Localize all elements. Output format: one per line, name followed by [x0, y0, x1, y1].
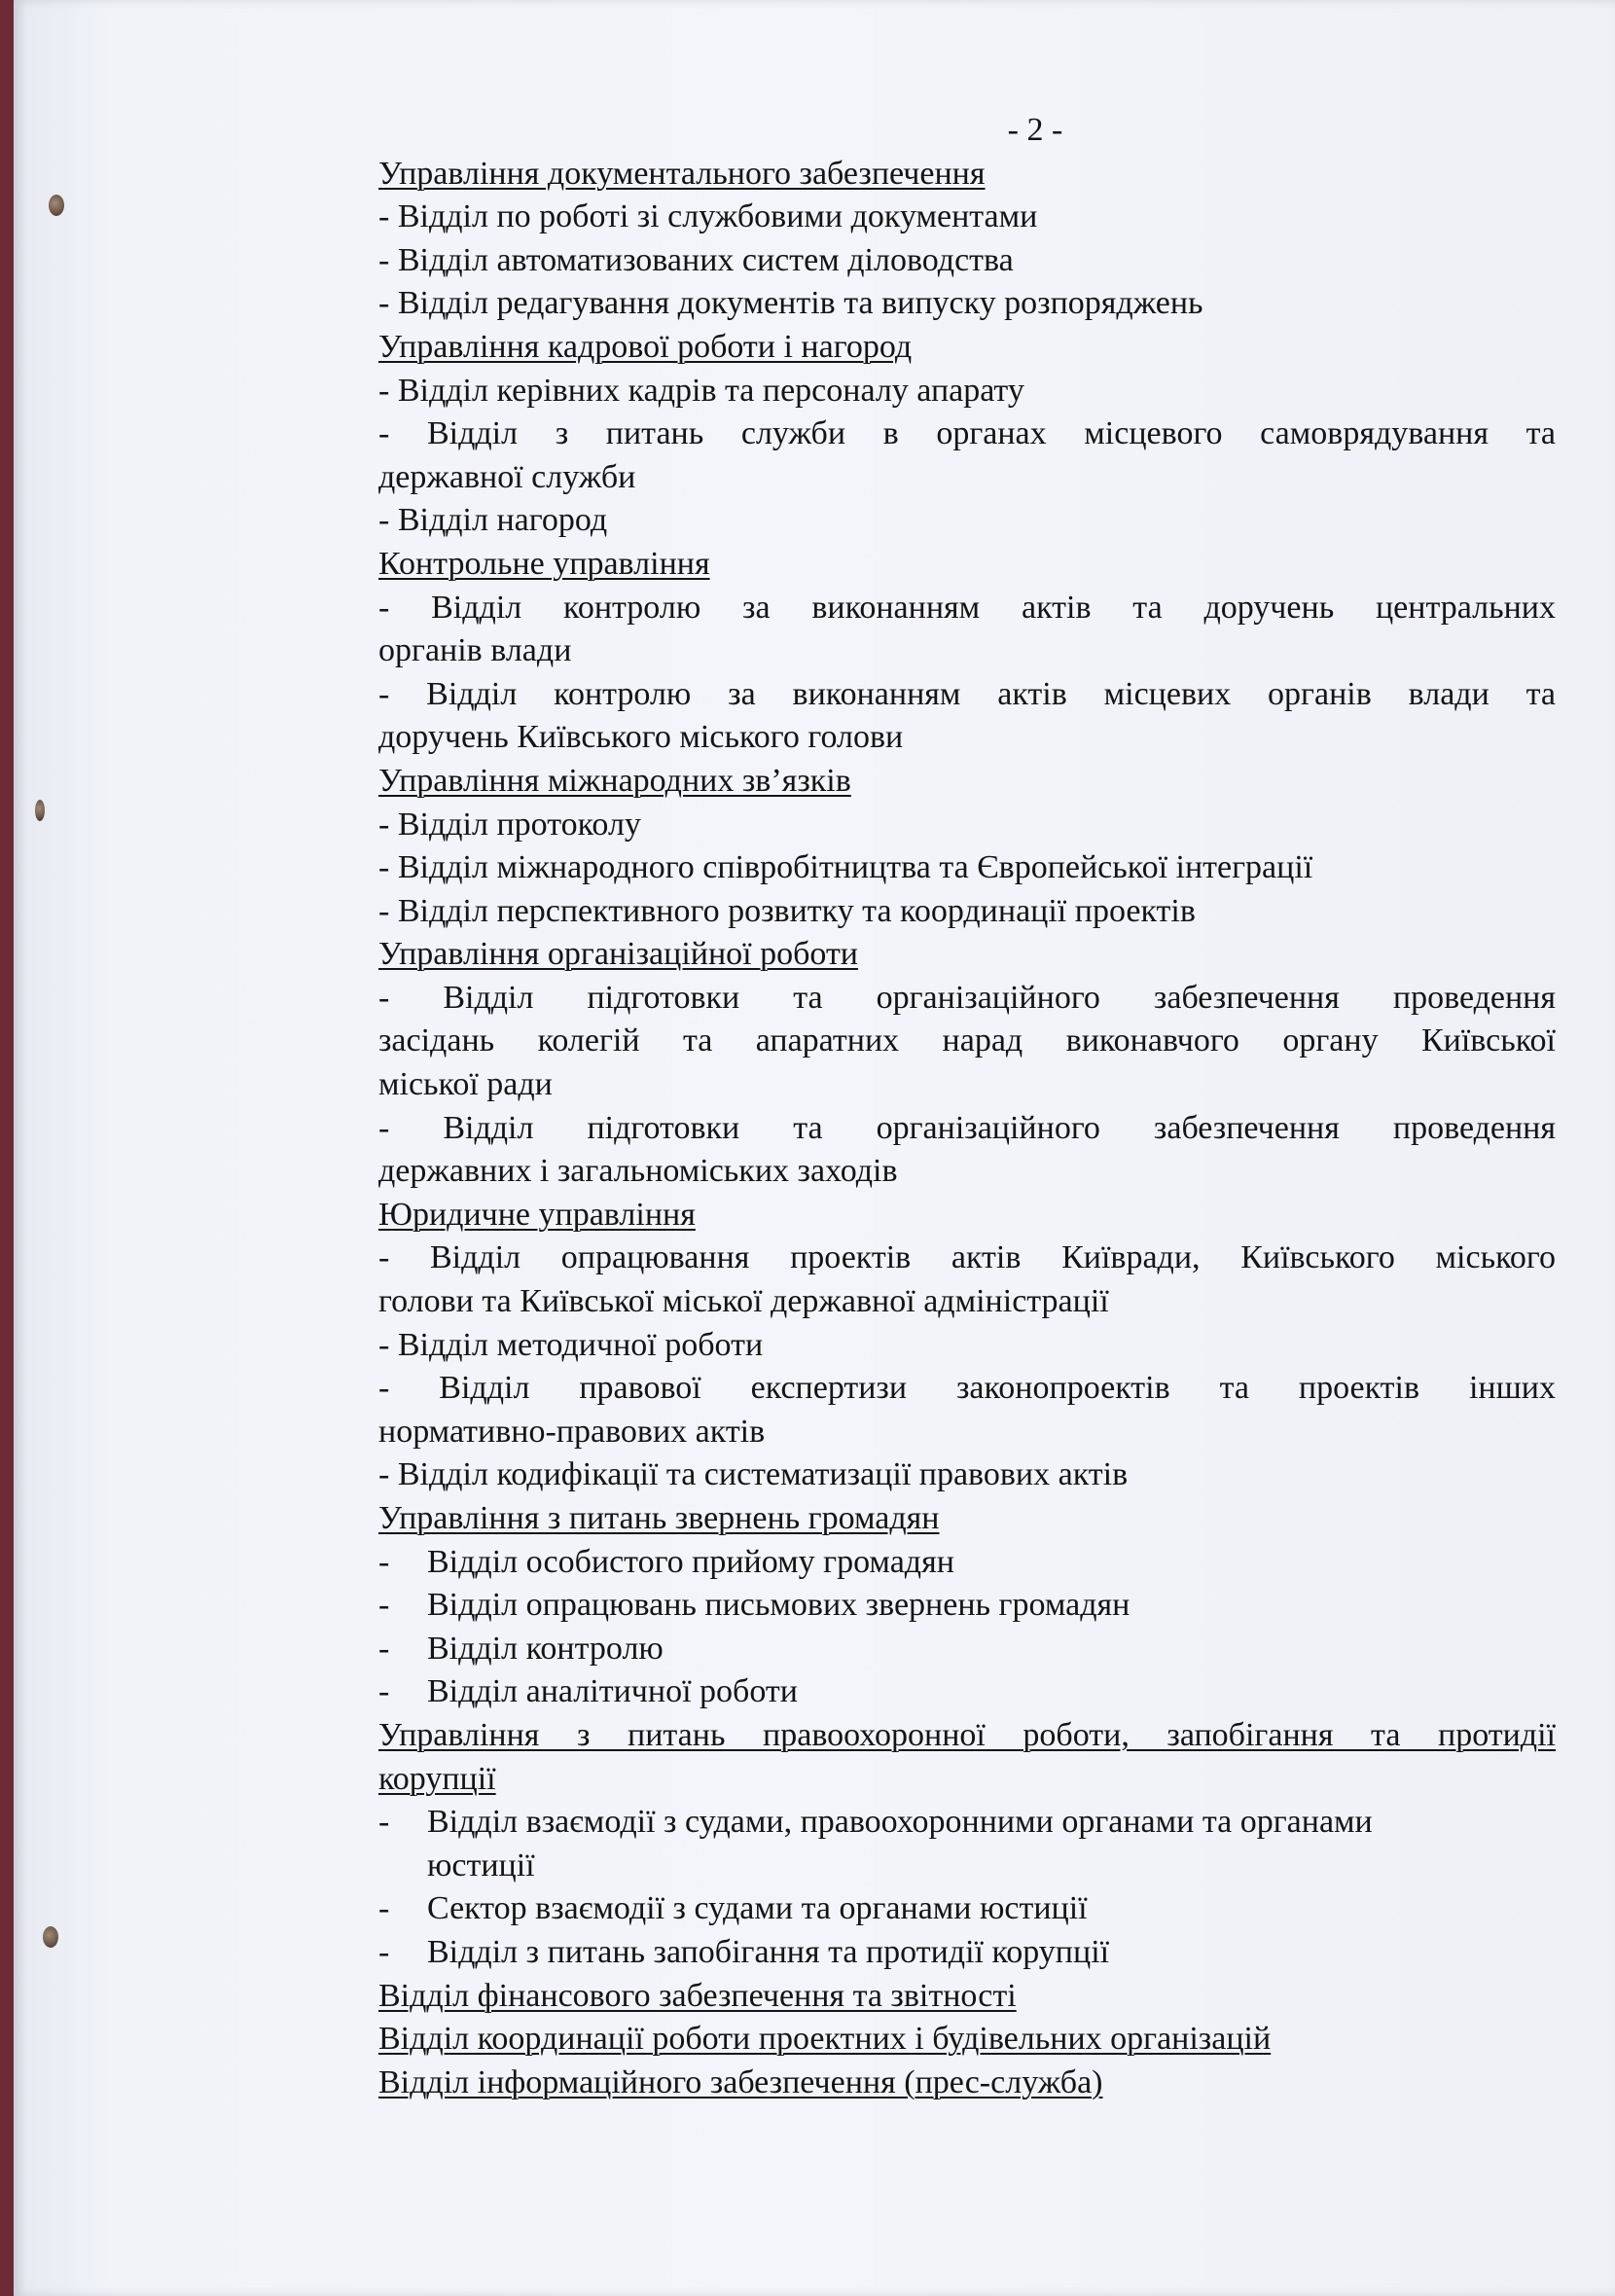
list-item: - Відділ по роботі зі службовими документами [378, 198, 1038, 235]
list-item: нормативно-правових актів [378, 1413, 766, 1450]
list-item [378, 1801, 1556, 1845]
list-item [378, 1628, 1556, 1671]
list-item [378, 1541, 1556, 1585]
list-item-text: Відділ опрацювань письмових звернень громадян [427, 1587, 1130, 1624]
list-item: міської ради [378, 1066, 553, 1103]
section-heading: Управління організаційної роботи [378, 936, 858, 973]
list-item: державної служби [378, 458, 636, 495]
section-heading: Управління з питань правоохоронної роботи, запобігання та протидії [378, 1716, 1556, 1753]
list-item-text: Відділ особистого прийому громадян [427, 1543, 954, 1580]
list-item [378, 1887, 1556, 1931]
list-item: - Відділ підготовки та організаційного забезпечення проведення [378, 979, 1556, 1016]
list-dash: - [378, 1543, 390, 1580]
binder-hole-top [49, 195, 64, 216]
page-number: - 2 - [1007, 112, 1063, 148]
document-body [378, 109, 1556, 2104]
list-item: - Відділ контролю за виконанням актів та доручень центральних [378, 589, 1556, 626]
list-dash: - [378, 1587, 390, 1624]
list-item [378, 1584, 1556, 1628]
list-item: - Відділ підготовки та організаційного забезпечення проведення [378, 1109, 1556, 1146]
list-item: - Відділ протоколу [378, 806, 641, 843]
document-page [14, 0, 1615, 2296]
list-dash: - [378, 1890, 390, 1927]
list-item [378, 1931, 1556, 1975]
section-heading: Відділ інформаційного забезпечення (прес-служба) [378, 2063, 1103, 2100]
list-item: державних і загальноміських заходів [378, 1153, 898, 1190]
list-item: засідань колегій та апаратних нарад виконавчого органу Київської [378, 1022, 1556, 1059]
list-item-text: Відділ взаємодії з судами, правоохоронними органами та органами [427, 1804, 1373, 1841]
list-item-text: Відділ аналітичної роботи [427, 1673, 798, 1710]
list-item: - Відділ опрацювання проектів актів Київради, Київського міського [378, 1239, 1556, 1276]
list-item: юстиції [427, 1847, 535, 1883]
list-item: - Відділ перспективного розвитку та координації проектів [378, 892, 1196, 929]
section-heading: Управління міжнародних зв’язків [378, 762, 851, 799]
list-dash: - [378, 1630, 390, 1667]
list-item: - Відділ кодифікації та систематизації правових актів [378, 1456, 1129, 1493]
org-structure-list [378, 153, 1556, 2105]
list-item-text: Сектор взаємодії з судами та органами юстиції [427, 1890, 1088, 1927]
list-item: - Відділ міжнародного співробітництва та Європейської інтеграції [378, 849, 1313, 886]
list-item: - Відділ керівних кадрів та персоналу апарату [378, 372, 1024, 409]
list-item: - Відділ редагування документів та випуску розпоряджень [378, 285, 1203, 322]
list-item: - Відділ методичної роботи [378, 1326, 764, 1363]
section-heading: корупції [378, 1760, 496, 1797]
list-item-text: Відділ контролю [427, 1630, 664, 1667]
list-item: - Відділ правової експертизи законопроектів та проектів інших [378, 1370, 1556, 1407]
section-heading: Управління з питань звернень громадян [378, 1500, 940, 1536]
binder-hole-bottom [43, 1926, 58, 1948]
list-item-text: Відділ з питань запобігання та протидії корупції [427, 1933, 1110, 1970]
section-heading: Управління кадрової роботи і нагород [378, 328, 913, 365]
list-item: органів влади [378, 632, 572, 669]
list-dash: - [378, 1933, 390, 1970]
list-item: - Відділ з питань служби в органах місцевого самоврядування та [378, 415, 1556, 452]
binder-hole-middle [35, 800, 45, 821]
list-item: - Відділ контролю за виконанням актів місцевих органів влади та [378, 675, 1556, 712]
section-heading: Контрольне управління [378, 545, 710, 582]
section-heading: Управління документального забезпечення [378, 155, 986, 192]
list-item: доручень Київського міського голови [378, 719, 904, 756]
section-heading: Відділ фінансового забезпечення та звітності [378, 1977, 1017, 2014]
list-item: голови та Київської міської державної адміністрації [378, 1283, 1109, 1320]
list-item: - Відділ автоматизованих систем діловодства [378, 241, 1014, 278]
list-item [378, 1670, 1556, 1714]
section-heading: Відділ координації роботи проектних і будівельних організацій [378, 2021, 1272, 2058]
section-heading: Юридичне управління [378, 1196, 696, 1233]
list-dash: - [378, 1804, 390, 1841]
list-item: - Відділ нагород [378, 502, 608, 539]
list-dash: - [378, 1673, 390, 1710]
